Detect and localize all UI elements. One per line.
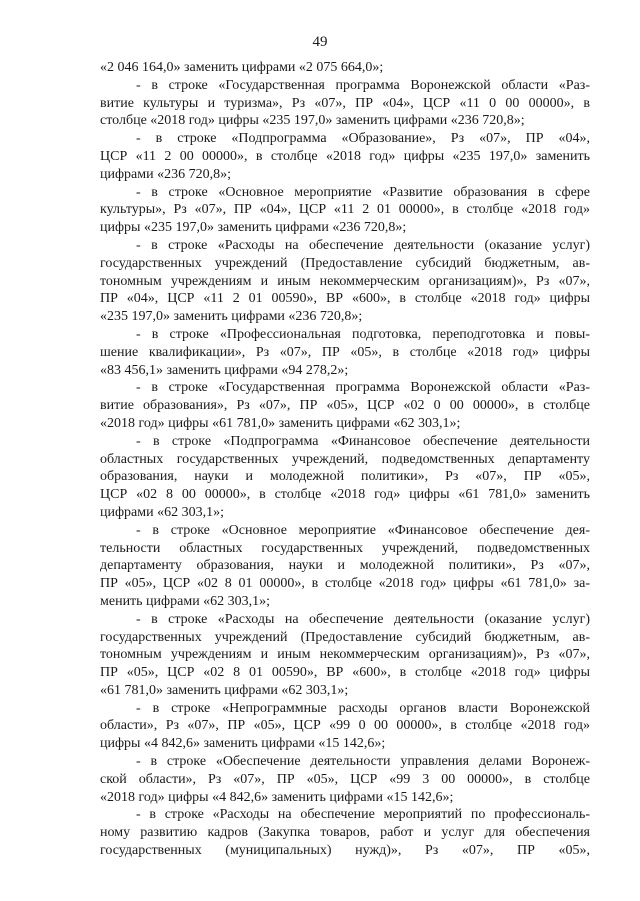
- text-line: цифрами «62 303,1»;: [100, 504, 225, 520]
- text-line: ЦСР «11 2 00 00000», в столбце «2018 год» цифры «235 197,0» заменить: [100, 148, 590, 164]
- text-line: - в строке «Основное мероприятие «Развитие образования в сфере: [136, 184, 590, 200]
- text-line: ЦСР «02 8 00 00000», в столбце «2018 год» цифры «61 781,0» заменить: [100, 487, 590, 503]
- text-line: ПР «05», ЦСР «02 8 01 00590», ВР «600», в столбце «2018 год» цифры: [100, 665, 590, 681]
- text-line: «61 781,0» заменить цифрами «62 303,1»;: [100, 682, 349, 698]
- text-line: - в строке «Расходы на обеспечение деятельности (оказание услуг): [136, 237, 590, 253]
- text-line: столбце «2018 год» цифры «235 197,0» заменить цифрами «236 720,8»;: [100, 113, 525, 129]
- text-line: ской области», Рз «07», ПР «05», ЦСР «99 3 00 00000», в столбце: [100, 771, 590, 787]
- text-line: - в строке «Подпрограмма «Образование», Рз «07», ПР «04»,: [136, 131, 590, 147]
- text-line: ПР «04», ЦСР «11 2 01 00590», ВР «600», в столбце «2018 год» цифры: [100, 291, 590, 307]
- text-line: - в строке «Обеспечение деятельности управления делами Воронеж-: [136, 754, 590, 770]
- text-line: - в строке «Подпрограмма «Финансовое обеспечение деятельности: [136, 433, 590, 449]
- text-line: «235 197,0» заменить цифрами «236 720,8»;: [100, 309, 363, 325]
- text-line: тономным учреждениям и иным некоммерческим организациям)», Рз «07»,: [100, 273, 590, 289]
- text-line: - в строке «Расходы на обеспечение деятельности (оказание услуг): [136, 611, 590, 627]
- text-line: витие культуры и туризма», Рз «07», ПР «04», ЦСР «11 0 00 00000», в: [100, 95, 590, 111]
- text-line: «2018 год» цифры «61 781,0» заменить цифрами «62 303,1»;: [100, 415, 461, 431]
- text-line: витие образования», Рз «07», ПР «05», ЦСР «02 0 00 00000», в столбце: [100, 398, 590, 414]
- text-line: - в строке «Непрограммные расходы органов власти Воронежской: [136, 700, 590, 716]
- text-line: «2 046 164,0» заменить цифрами «2 075 664,0»;: [100, 60, 384, 75]
- text-line: - в строке «Государственная программа Воронежской области «Раз-: [136, 380, 590, 396]
- text-line: образования, науки и молодежной политики», Рз «07», ПР «05»,: [100, 469, 590, 485]
- text-line: цифры «4 842,6» заменить цифрами «15 142,6»;: [100, 736, 386, 752]
- text-line: менить цифрами «62 303,1»;: [100, 593, 271, 609]
- text-line: культуры», Рз «07», ПР «04», ЦСР «11 2 01 00000», в столбце «2018 год»: [100, 202, 590, 218]
- text-line: государственных (муниципальных) нужд)», Рз «07», ПР «05»,: [100, 843, 590, 859]
- text-line: департаменту образования, науки и молодежной политики», Рз «07»,: [100, 558, 590, 574]
- text-line: тономным учреждениям и иным некоммерческим организациям)», Рз «07»,: [100, 647, 590, 663]
- page-number: 49: [312, 34, 328, 50]
- text-line: «2018 год» цифры «4 842,6» заменить цифрами «15 142,6»;: [100, 789, 454, 805]
- text-line: ПР «05», ЦСР «02 8 01 00000», в столбце «2018 год» цифры «61 781,0» за-: [100, 576, 590, 592]
- text-line: «83 456,1» заменить цифрами «94 278,2»;: [100, 362, 349, 378]
- text-line: шение квалификации», Рз «07», ПР «05», в столбце «2018 год» цифры: [100, 344, 590, 360]
- text-line: тельности областных государственных учреждений, подведомственных: [100, 540, 590, 556]
- text-line: - в строке «Государственная программа Воронежской области «Раз-: [136, 77, 590, 93]
- text-line: - в строке «Профессиональная подготовка, переподготовка и повы-: [136, 326, 590, 342]
- text-line: - в строке «Расходы на обеспечение мероприятий по профессиональ-: [136, 807, 590, 823]
- text-line: цифрами «236 720,8»;: [100, 166, 232, 182]
- text-line: области», Рз «07», ПР «05», ЦСР «99 0 00 00000», в столбце «2018 год»: [100, 718, 590, 734]
- text-line: государственных учреждений (Предоставление субсидий бюджетным, ав-: [100, 629, 590, 645]
- document-body: [100, 59, 590, 860]
- text-line: областных государственных учреждений, подведомственных департаменту: [100, 451, 590, 467]
- text-line: ному развитию кадров (Закупка товаров, работ и услуг для обеспечения: [100, 825, 590, 841]
- text-line: - в строке «Основное мероприятие «Финансовое обеспечение дея-: [136, 522, 590, 538]
- text-line: государственных учреждений (Предоставление субсидий бюджетным, ав-: [100, 255, 590, 271]
- text-line: цифры «235 197,0» заменить цифрами «236 720,8»;: [100, 220, 407, 236]
